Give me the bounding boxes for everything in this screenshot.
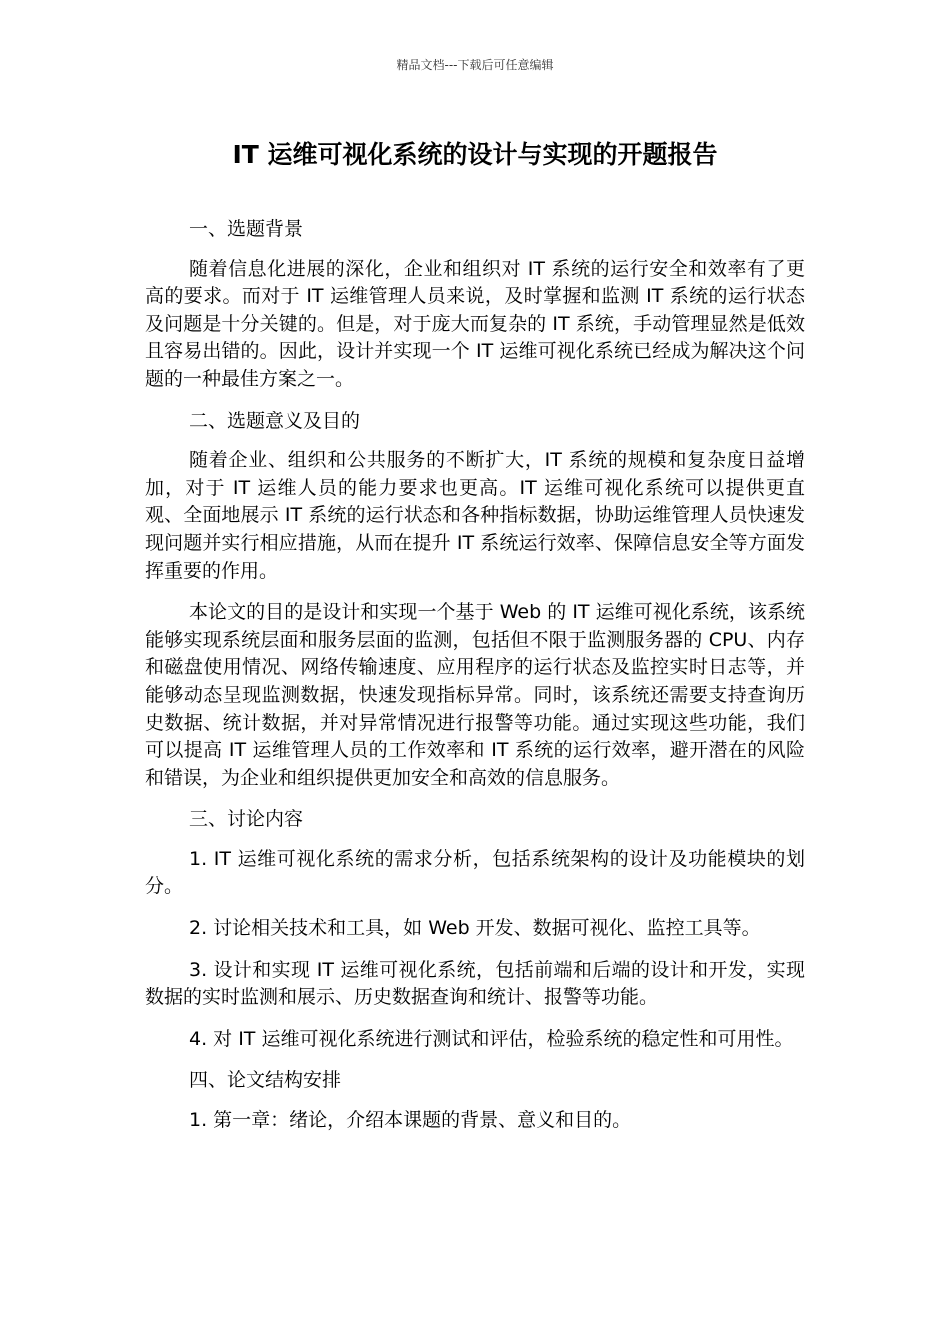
section-heading-research-content: 三、讨论内容: [189, 808, 304, 831]
list-item: 1. 第一章：绪论，介绍本课题的背景、意义和目的。: [189, 1109, 632, 1132]
list-item: 1. IT 运维可视化系统的需求分析，包括系统架构的设计及功能模块的划分。: [145, 847, 805, 898]
paragraph-purpose: 本论文的目的是设计和实现一个基于 Web 的 IT 运维可视化系统，该系统能够实现系统层面和服务层面的监测，包括但不限于监测服务器的 CPU、内存和磁盘使用情况、网络传输速度、应用程序的运行状态及监控实时日志等，并能够动态呈现监测数据，快速发现指标异常。同时，该系统还需要支持查询历史数据、统计数据，并对异常情况进行报警等功能。通过实现这些功能，我们可以提高 IT 运维管理人员的工作效率和 IT 系统的运行效率，避开潜在的风险和错误，为企业和组织提供更加安全和高效的信息服务。: [145, 601, 805, 789]
list-item: 2. 讨论相关技术和工具，如 Web 开发、数据可视化、监控工具等。: [189, 917, 761, 940]
section-heading-significance: 二、选题意义及目的: [189, 409, 361, 432]
list-item: 4. 对 IT 运维可视化系统进行测试和评估，检验系统的稳定性和可用性。: [189, 1027, 794, 1050]
section-heading-background: 一、选题背景: [189, 218, 304, 240]
paragraph-significance: 随着企业、组织和公共服务的不断扩大，IT 系统的规模和复杂度日益增加，对于 IT 运维人员的能力要求也更高。IT 运维可视化系统可以提供更直观、全面地展示 IT 系统的运行状态和各种指标数据，协助运维管理人员快速发现问题并实行相应措施，从而在提升 IT 系统运行效率、保障信息安全等方面发挥重要的作用。: [145, 449, 805, 582]
section-heading-structure: 四、论文结构安排: [189, 1069, 342, 1092]
list-item: 3. 设计和实现 IT 运维可视化系统，包括前端和后端的设计和开发，实现数据的实时监测和展示、历史数据查询和统计、报警等功能。: [145, 958, 805, 1009]
document-body: [145, 216, 805, 1149]
document-title: IT 运维可视化系统的设计与实现的开题报告: [232, 140, 718, 169]
paragraph-background: 随着信息化进展的深化，企业和组织对 IT 系统的运行安全和效率有了更高的要求。而对于 IT 运维管理人员来说，及时掌握和监测 IT 系统的运行状态及问题是十分关键的。但是，对于庞大而复杂的 IT 系统，手动管理显然是低效且容易出错的。因此，设计并实现一个 IT 运维可视化系统已经成为解决这个问题的一种最佳方案之一。: [145, 257, 805, 390]
page-header: 精品文档---下载后可任意编辑: [396, 58, 554, 72]
